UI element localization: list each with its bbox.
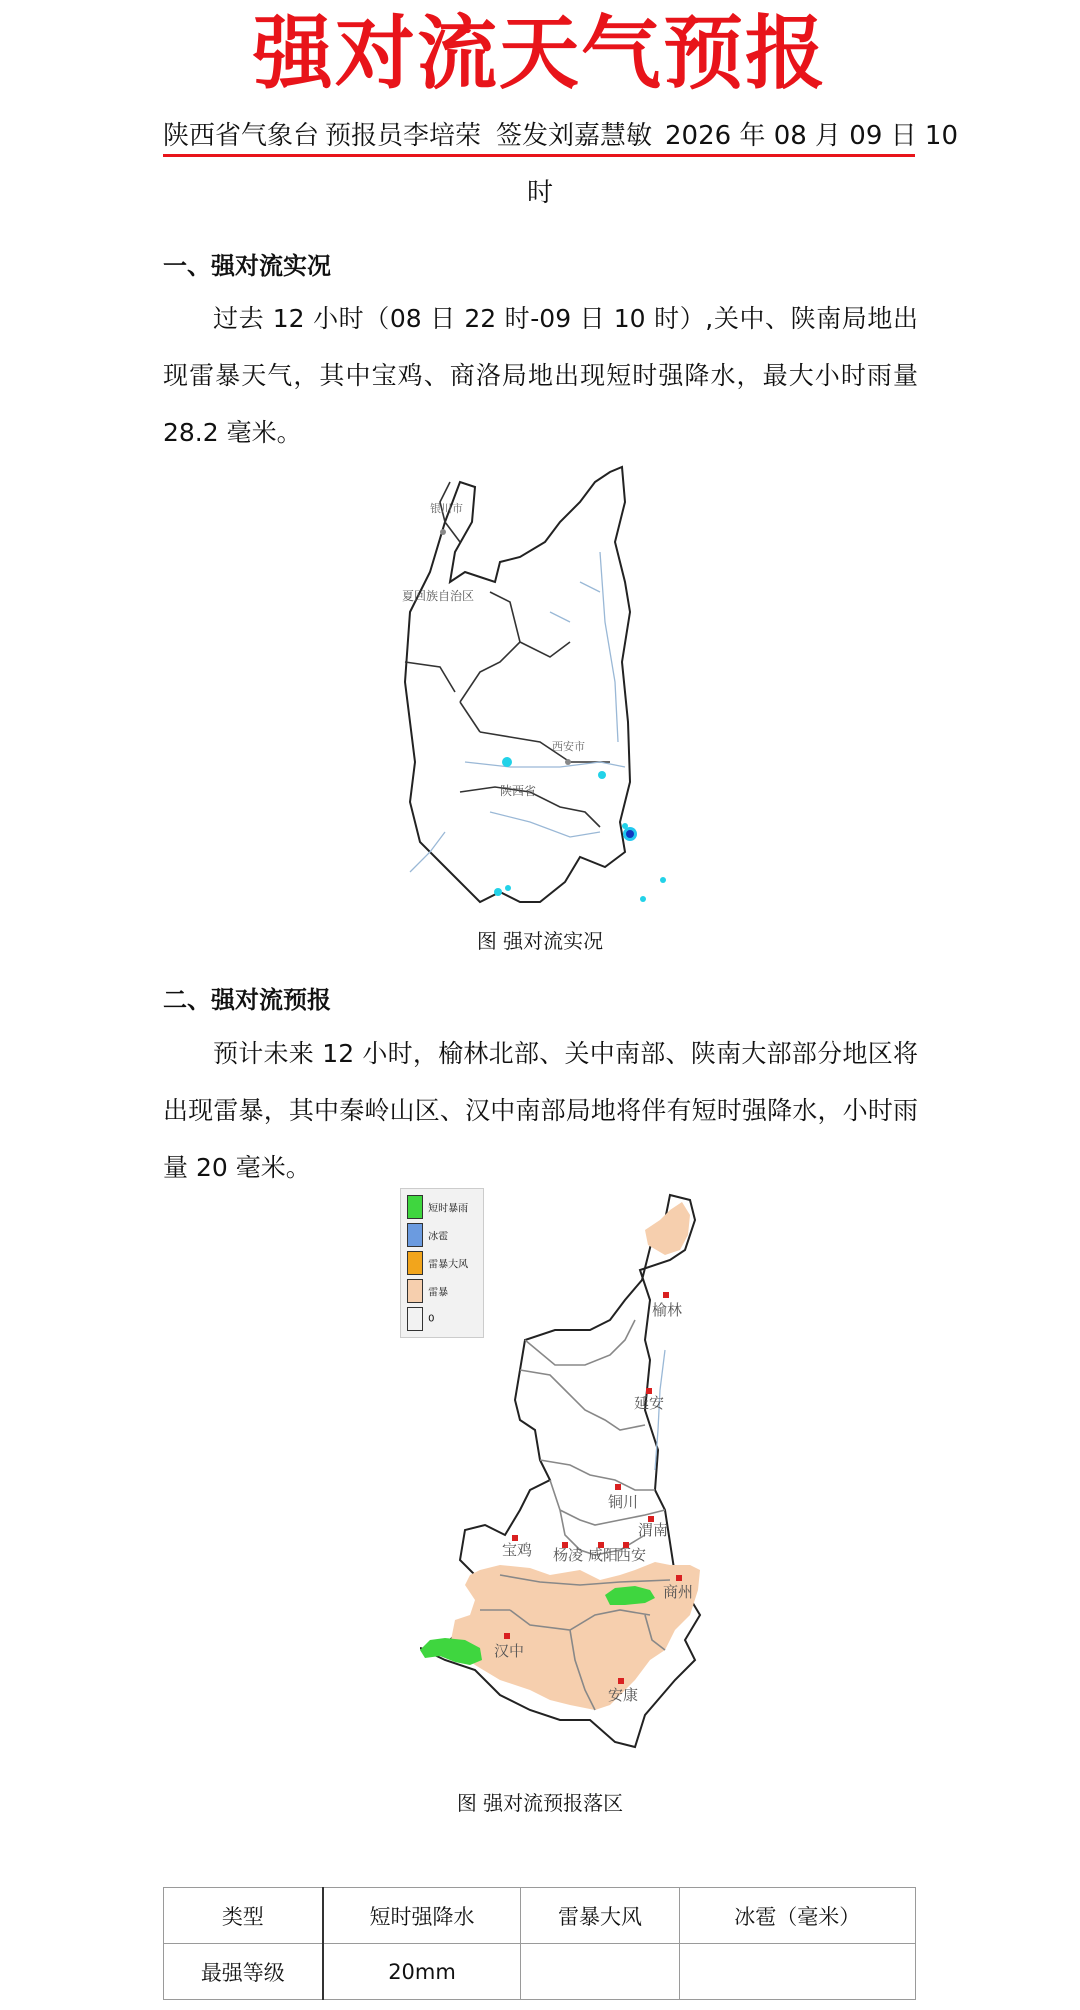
city-xianyang: 咸阳 — [588, 1546, 619, 1564]
city-tongchuan: 铜川 — [608, 1493, 639, 1511]
city-yulin: 榆林 — [652, 1301, 683, 1319]
city-weinan: 渭南 — [638, 1521, 669, 1539]
legend-label: 短时暴雨 — [428, 1203, 469, 1215]
city-shangzhou: 商州 — [663, 1583, 694, 1601]
forecast-map — [420, 1190, 750, 1755]
table-header-row — [164, 1888, 916, 1944]
map1-label-xian: 西安市 — [552, 740, 585, 753]
section2-text: 预计未来 12 小时，榆林北部、关中南部、陕南大部部分地区将出现雷暴，其中秦岭山区、汉中南部局地将伴有短时强降水，小时雨量 20 毫米。 — [163, 1039, 918, 1182]
table-header-cell: 冰雹（毫米） — [679, 1888, 915, 1944]
document-title: 强对流天气预报 — [253, 7, 827, 100]
table-header-cell: 短时强降水 — [323, 1888, 521, 1944]
document-header — [163, 118, 959, 154]
section2-heading: 二、强对流预报 — [163, 986, 331, 1014]
observation-map — [400, 462, 680, 910]
table-cell: 20mm — [323, 1944, 521, 2000]
table-cell — [521, 1944, 679, 2000]
city-ankang: 安康 — [608, 1686, 639, 1704]
signer: 签发刘嘉慧敏 — [496, 121, 653, 151]
city-yanan: 延安 — [634, 1394, 665, 1412]
agency: 陕西省气象台 — [163, 121, 320, 151]
header-divider — [163, 154, 915, 157]
section1-heading: 一、强对流实况 — [163, 252, 331, 280]
map1-label-ningxia: 夏回族自治区 — [402, 589, 475, 603]
xian-marker — [565, 759, 571, 765]
legend-label: 0 — [428, 1313, 435, 1325]
issue-date: 2026 年 08 月 09 日 10 — [665, 121, 959, 151]
forecast-summary-table — [163, 1887, 916, 2000]
forecaster: 预报员李培荣 — [325, 121, 482, 151]
city-xian: 西安 — [616, 1546, 647, 1564]
map2-caption: 图 强对流预报落区 — [456, 1791, 624, 1815]
legend-label: 雷暴大风 — [428, 1259, 469, 1271]
legend-label: 冰雹 — [428, 1231, 449, 1243]
city-baoji: 宝鸡 — [502, 1541, 533, 1559]
table-cell — [679, 1944, 915, 2000]
city-hanzhong: 汉中 — [494, 1642, 525, 1660]
yinchuan-marker — [440, 529, 446, 535]
section1-text: 过去 12 小时（08 日 22 时-09 日 10 时）,关中、陕南局地出现雷暴天气，其中宝鸡、商洛局地出现短时强降水，最大小时雨量 28.2 毫米。 — [163, 304, 918, 447]
table-cell: 最强等级 — [164, 1944, 323, 2000]
table-row — [164, 1944, 916, 2000]
city-yangling: 杨凌 — [553, 1546, 584, 1564]
map1-label-province: 陕西省 — [500, 784, 537, 798]
issue-hour: 时 — [526, 178, 553, 208]
map1-label-yinchuan: 银川市 — [430, 502, 463, 515]
table-header-cell: 类型 — [164, 1888, 323, 1944]
map1-caption: 图 强对流实况 — [476, 929, 604, 953]
legend-label: 雷暴 — [428, 1287, 449, 1299]
table-header-cell: 雷暴大风 — [521, 1888, 679, 1944]
